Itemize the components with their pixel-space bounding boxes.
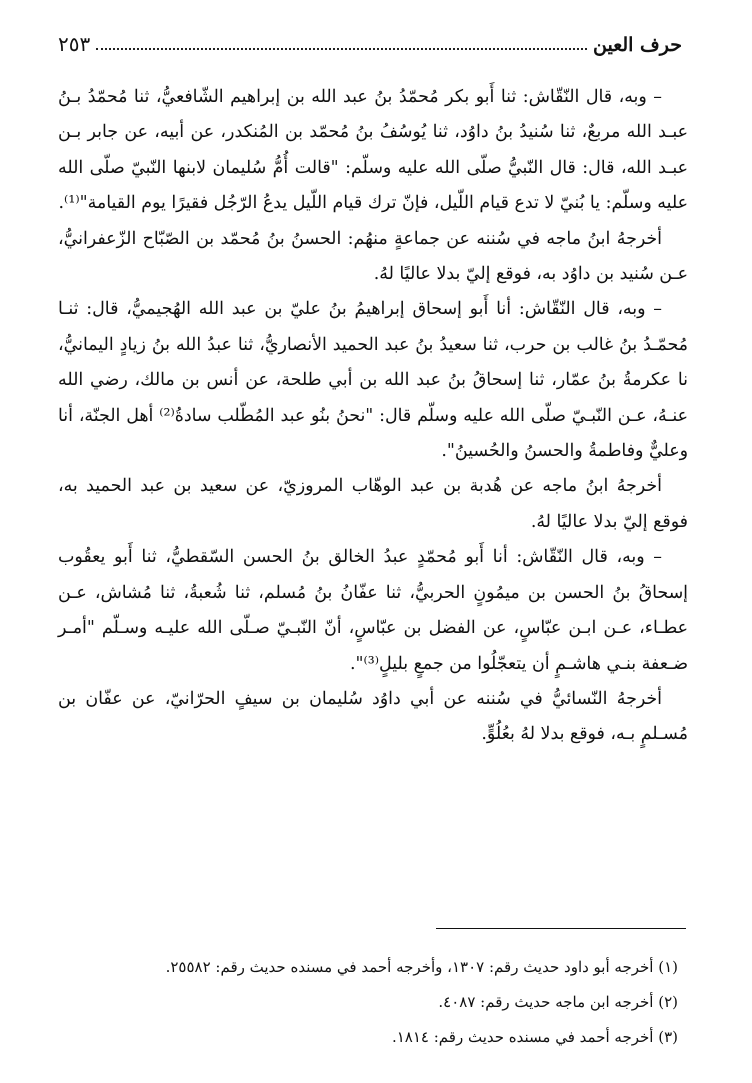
page-number: ٢٥٣ [58,32,91,56]
footnote-1: (١) أخرجه أبو داود حديث رقم: ١٣٠٧، وأخرجه أحمد في مسنده حديث رقم: ٢٥٥٨٢. [165,958,678,976]
main-text [58,80,688,753]
takhrij-paragraph-2: أخرجهُ ابنُ ماجه عن هُدبة بن عبد الوهّاب المروزيّ، عن سعيد بن عبد الحميد به، فوقع إليّ بدلا عاليًا لهُ. [58,476,688,532]
page-header [58,22,682,56]
footnotes [58,950,686,1055]
hadith-paragraph-2: – وبه، قال النّقّاش: أنا أَبو إسحاق إبراهيمُ بنُ عليّ بن عبد الله الهُجيميُّ، قال: ثنـا مُحمّـدُ بنُ غالب بن حرب، ثنا سعيدُ بنُ عبد الحميد الأنصاريُّ، ثنا عبدُ الله بنُ زيادٍ اليمانيُّ، نا عكرمةُ بنُ عمّار، ثنا إسحاقُ بنُ عبد الله بن أبي طلحة، عن أنس بن مالك، رضي الله عنـهُ، عـن النّبـيّ صلّى الله عليه وسلّم قال: "نحنُ بنُو عبد المُطّلب سادةُ⁽²⁾ أهل الجنّة، أنا وعليٌّ وفاطمةُ والحسنُ والحُسينُ". [58,299,688,462]
footnote-separator [436,928,686,929]
footnote-2: (٢) أخرجه ابن ماجه حديث رقم: ٤٠٨٧. [438,993,678,1011]
running-title: حرف العين [593,34,682,56]
takhrij-paragraph-3: أخرجهُ النّسائيُّ في سُننه عن أبي داوُد سُليمان بن سيفٍ الحرّانيّ، عن عفّان بن مُسـلمٍ بـه، فوقع بدلا لهُ بعُلُوٍّ. [58,688,688,745]
takhrij-paragraph-1: أخرجهُ ابنُ ماجه في سُننه عن جماعةٍ منهُم: الحسنُ بنُ مُحمّد بن الصّبّاح الزّعفرانيُّ، عـن سُنيد بن داوُد به، فوقع إليّ بدلا عاليًا لهُ. [58,228,688,285]
hadith-paragraph-1: – وبه، قال النّقّاش: ثنا أَبو بكر مُحمّدُ بنُ عبد الله بن إبراهيم الشّافعيُّ، ثنا مُحمّدُ بـنُ عبـد الله مربعٌ، ثنا سُنيدُ بنُ داوُد، ثنا يُوسُفُ بنُ مُحمّد بن المُنكدر، عن أبيه، عن جابر بـن عبـد الله، قال: قال النّبيُّ صلّى الله عليه وسلّم: "قالت أُمُّ سُليمان لابنها النّبيّ صلّى الله عليه وسلّم: يا بُنيّ لا تدع قيام اللّيل، فإنّ ترك قيام اللّيل يدعُ الرّجُل فقيرًا يوم القيامة"⁽¹⁾. [58,87,688,214]
footnote-3: (٣) أخرجه أحمد في مسنده حديث رقم: ١٨١٤. [391,1028,678,1046]
dot-leader [96,48,587,50]
hadith-paragraph-3: – وبه، قال النّقّاش: أنا أَبو مُحمّدٍ عبدُ الخالق بنُ الحسن السّقطيُّ، ثنا أَبو يعقُوب إسحاقُ بنُ الحسن بن ميمُونٍ الحربيُّ، ثنا عفّانُ بنُ مُسلم، ثنا شُعبةُ، ثنا مُشاش، عـن عطـاء، عـن ابـن عبّاسٍ، عن الفضل بن عبّاسٍ، أنّ النّبـيّ صـلّى الله عليـه وسـلّم "أمـر ضـعفة بنـي هاشـمٍ أن يتعجّلُوا من جمعٍ بليلٍ⁽³⁾". [58,547,688,674]
